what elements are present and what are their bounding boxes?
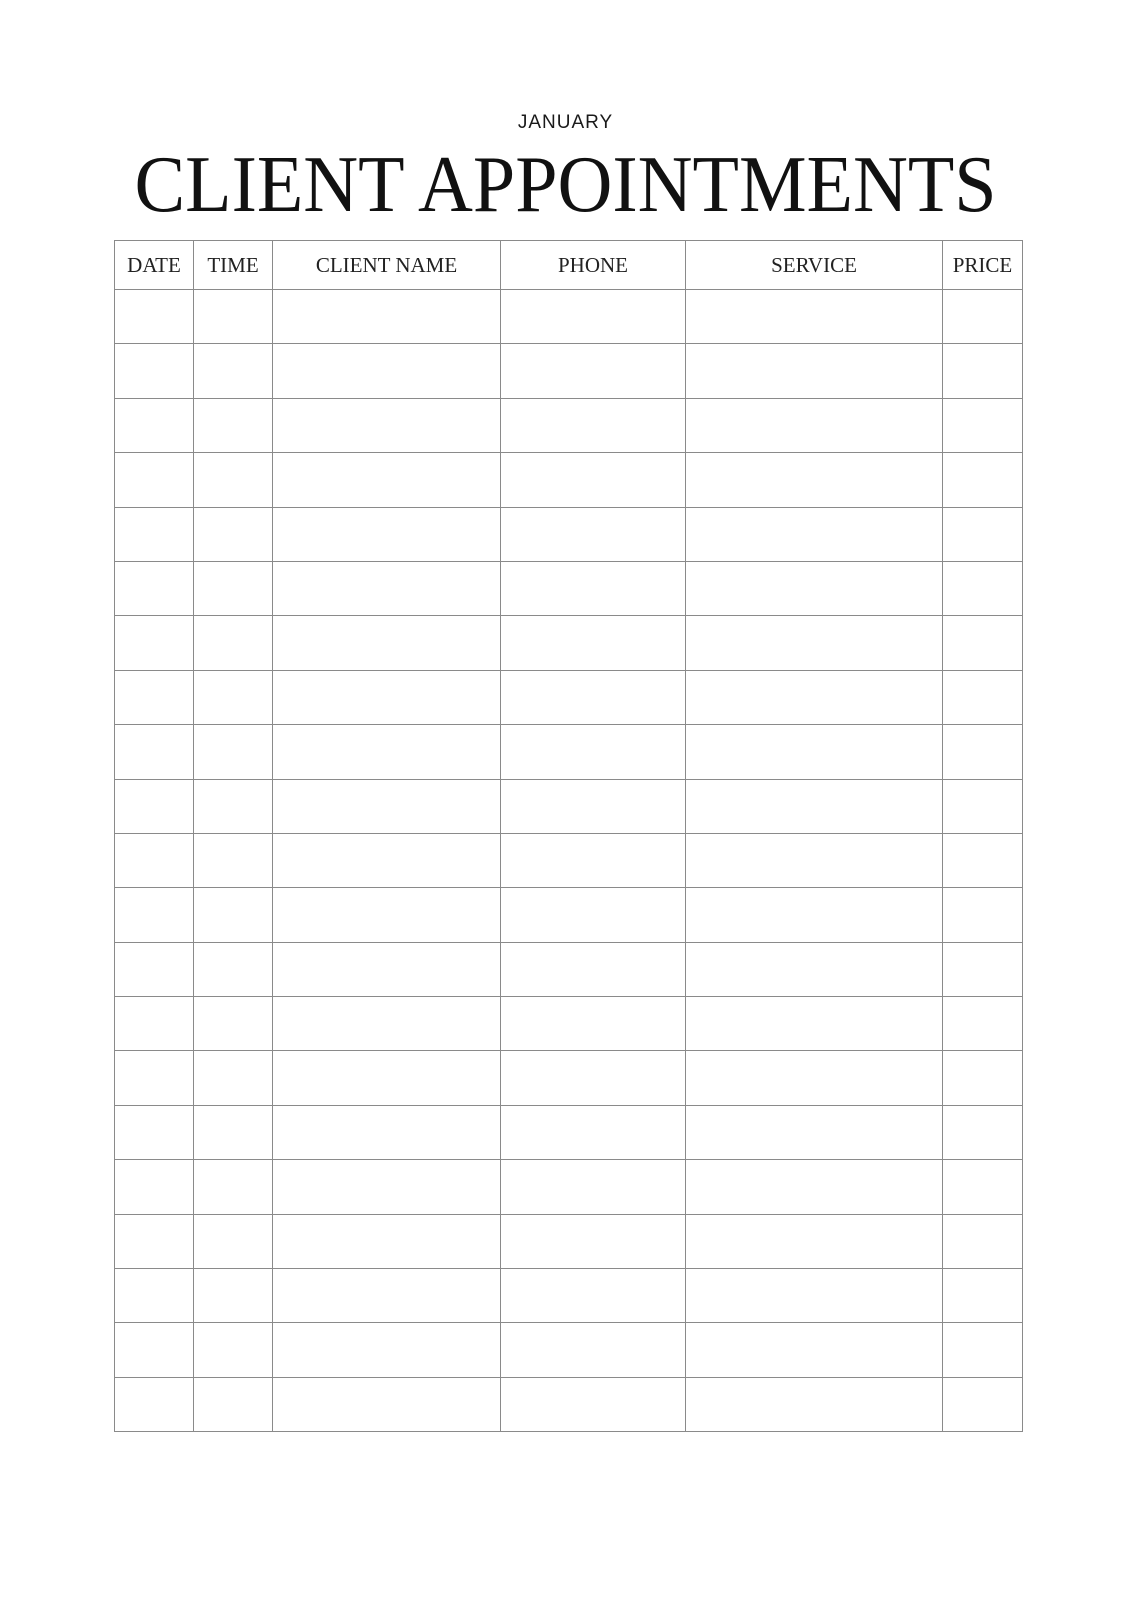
cell-client-name[interactable] (273, 997, 501, 1051)
table-row (115, 1160, 1023, 1214)
cell-service[interactable] (686, 453, 943, 507)
cell-client-name[interactable] (273, 616, 501, 670)
cell-date[interactable] (115, 507, 194, 561)
cell-phone[interactable] (501, 561, 686, 615)
cell-price[interactable] (943, 398, 1023, 452)
cell-phone[interactable] (501, 1269, 686, 1323)
cell-time[interactable] (194, 725, 273, 779)
cell-time[interactable] (194, 1377, 273, 1431)
cell-time[interactable] (194, 616, 273, 670)
cell-date[interactable] (115, 453, 194, 507)
cell-phone[interactable] (501, 1323, 686, 1377)
table-row (115, 616, 1023, 670)
table-row (115, 453, 1023, 507)
cell-date[interactable] (115, 344, 194, 398)
cell-phone[interactable] (501, 779, 686, 833)
column-header-service: SERVICE (686, 241, 943, 290)
cell-phone[interactable] (501, 507, 686, 561)
table-row (115, 725, 1023, 779)
cell-price[interactable] (943, 942, 1023, 996)
cell-client-name[interactable] (273, 833, 501, 887)
cell-phone[interactable] (501, 398, 686, 452)
page-title: CLIENT APPOINTMENTS (134, 141, 997, 229)
cell-date[interactable] (115, 1105, 194, 1159)
table-header-row (115, 241, 1023, 290)
cell-date[interactable] (115, 616, 194, 670)
cell-service[interactable] (686, 1269, 943, 1323)
table-row (115, 344, 1023, 398)
cell-date[interactable] (115, 1051, 194, 1105)
cell-service[interactable] (686, 725, 943, 779)
cell-client-name[interactable] (273, 344, 501, 398)
month-label: JANUARY (517, 112, 614, 133)
cell-price[interactable] (943, 561, 1023, 615)
cell-client-name[interactable] (273, 1377, 501, 1431)
cell-price[interactable] (943, 344, 1023, 398)
column-header-time: TIME (194, 241, 273, 290)
cell-time[interactable] (194, 942, 273, 996)
cell-time[interactable] (194, 1160, 273, 1214)
cell-client-name[interactable] (273, 1160, 501, 1214)
cell-date[interactable] (115, 942, 194, 996)
cell-phone[interactable] (501, 997, 686, 1051)
cell-client-name[interactable] (273, 1269, 501, 1323)
cell-client-name[interactable] (273, 561, 501, 615)
cell-phone[interactable] (501, 1214, 686, 1268)
cell-phone[interactable] (501, 290, 686, 344)
cell-date[interactable] (115, 561, 194, 615)
cell-time[interactable] (194, 344, 273, 398)
cell-time[interactable] (194, 290, 273, 344)
cell-date[interactable] (115, 779, 194, 833)
cell-client-name[interactable] (273, 290, 501, 344)
cell-phone[interactable] (501, 942, 686, 996)
cell-service[interactable] (686, 561, 943, 615)
column-header-client-name: CLIENT NAME (273, 241, 501, 290)
table-row (115, 398, 1023, 452)
cell-price[interactable] (943, 1377, 1023, 1431)
cell-service[interactable] (686, 997, 943, 1051)
cell-client-name[interactable] (273, 453, 501, 507)
table-row (115, 888, 1023, 942)
cell-time[interactable] (194, 1051, 273, 1105)
cell-time[interactable] (194, 888, 273, 942)
cell-service[interactable] (686, 1323, 943, 1377)
cell-price[interactable] (943, 725, 1023, 779)
cell-client-name[interactable] (273, 1105, 501, 1159)
cell-phone[interactable] (501, 1377, 686, 1431)
column-header-price: PRICE (943, 241, 1023, 290)
cell-client-name[interactable] (273, 1323, 501, 1377)
table-row (115, 1269, 1023, 1323)
table-row (115, 942, 1023, 996)
cell-price[interactable] (943, 1269, 1023, 1323)
cell-client-name[interactable] (273, 725, 501, 779)
cell-date[interactable] (115, 1214, 194, 1268)
cell-phone[interactable] (501, 1051, 686, 1105)
cell-service[interactable] (686, 1214, 943, 1268)
cell-time[interactable] (194, 833, 273, 887)
cell-price[interactable] (943, 888, 1023, 942)
table-row (115, 997, 1023, 1051)
cell-service[interactable] (686, 670, 943, 724)
appointments-table (114, 240, 1023, 1432)
cell-price[interactable] (943, 1214, 1023, 1268)
cell-service[interactable] (686, 398, 943, 452)
cell-time[interactable] (194, 561, 273, 615)
cell-phone[interactable] (501, 1105, 686, 1159)
cell-date[interactable] (115, 290, 194, 344)
cell-date[interactable] (115, 888, 194, 942)
cell-date[interactable] (115, 1160, 194, 1214)
cell-price[interactable] (943, 616, 1023, 670)
cell-price[interactable] (943, 1323, 1023, 1377)
cell-phone[interactable] (501, 616, 686, 670)
cell-phone[interactable] (501, 833, 686, 887)
cell-time[interactable] (194, 779, 273, 833)
table-row (115, 1214, 1023, 1268)
table-row (115, 670, 1023, 724)
cell-time[interactable] (194, 670, 273, 724)
cell-service[interactable] (686, 507, 943, 561)
cell-phone[interactable] (501, 670, 686, 724)
cell-price[interactable] (943, 1105, 1023, 1159)
table-row (115, 290, 1023, 344)
cell-price[interactable] (943, 290, 1023, 344)
cell-price[interactable] (943, 1160, 1023, 1214)
cell-date[interactable] (115, 1323, 194, 1377)
cell-time[interactable] (194, 507, 273, 561)
cell-phone[interactable] (501, 344, 686, 398)
cell-client-name[interactable] (273, 1051, 501, 1105)
cell-service[interactable] (686, 833, 943, 887)
cell-service[interactable] (686, 344, 943, 398)
cell-date[interactable] (115, 997, 194, 1051)
cell-phone[interactable] (501, 453, 686, 507)
cell-client-name[interactable] (273, 398, 501, 452)
cell-price[interactable] (943, 670, 1023, 724)
table-row (115, 779, 1023, 833)
cell-service[interactable] (686, 290, 943, 344)
cell-service[interactable] (686, 1051, 943, 1105)
cell-time[interactable] (194, 453, 273, 507)
cell-client-name[interactable] (273, 1214, 501, 1268)
cell-price[interactable] (943, 1051, 1023, 1105)
cell-date[interactable] (115, 833, 194, 887)
column-header-date: DATE (115, 241, 194, 290)
cell-time[interactable] (194, 398, 273, 452)
cell-client-name[interactable] (273, 942, 501, 996)
cell-phone[interactable] (501, 888, 686, 942)
cell-phone[interactable] (501, 725, 686, 779)
cell-service[interactable] (686, 779, 943, 833)
cell-service[interactable] (686, 888, 943, 942)
cell-date[interactable] (115, 398, 194, 452)
column-header-phone: PHONE (501, 241, 686, 290)
cell-phone[interactable] (501, 1160, 686, 1214)
cell-service[interactable] (686, 1160, 943, 1214)
cell-service[interactable] (686, 1377, 943, 1431)
cell-service[interactable] (686, 942, 943, 996)
cell-date[interactable] (115, 1269, 194, 1323)
cell-price[interactable] (943, 997, 1023, 1051)
cell-time[interactable] (194, 997, 273, 1051)
cell-time[interactable] (194, 1269, 273, 1323)
table-row (115, 1051, 1023, 1105)
cell-date[interactable] (115, 1377, 194, 1431)
table-row (115, 1377, 1023, 1431)
cell-price[interactable] (943, 507, 1023, 561)
table-row (115, 561, 1023, 615)
cell-price[interactable] (943, 453, 1023, 507)
cell-service[interactable] (686, 616, 943, 670)
cell-time[interactable] (194, 1105, 273, 1159)
cell-client-name[interactable] (273, 670, 501, 724)
table-row (115, 507, 1023, 561)
cell-price[interactable] (943, 833, 1023, 887)
cell-client-name[interactable] (273, 888, 501, 942)
cell-date[interactable] (115, 670, 194, 724)
table-body (115, 290, 1023, 1432)
cell-service[interactable] (686, 1105, 943, 1159)
cell-client-name[interactable] (273, 779, 501, 833)
cell-date[interactable] (115, 725, 194, 779)
cell-client-name[interactable] (273, 507, 501, 561)
cell-price[interactable] (943, 779, 1023, 833)
cell-time[interactable] (194, 1323, 273, 1377)
table-row (115, 833, 1023, 887)
table-row (115, 1323, 1023, 1377)
table-row (115, 1105, 1023, 1159)
cell-time[interactable] (194, 1214, 273, 1268)
